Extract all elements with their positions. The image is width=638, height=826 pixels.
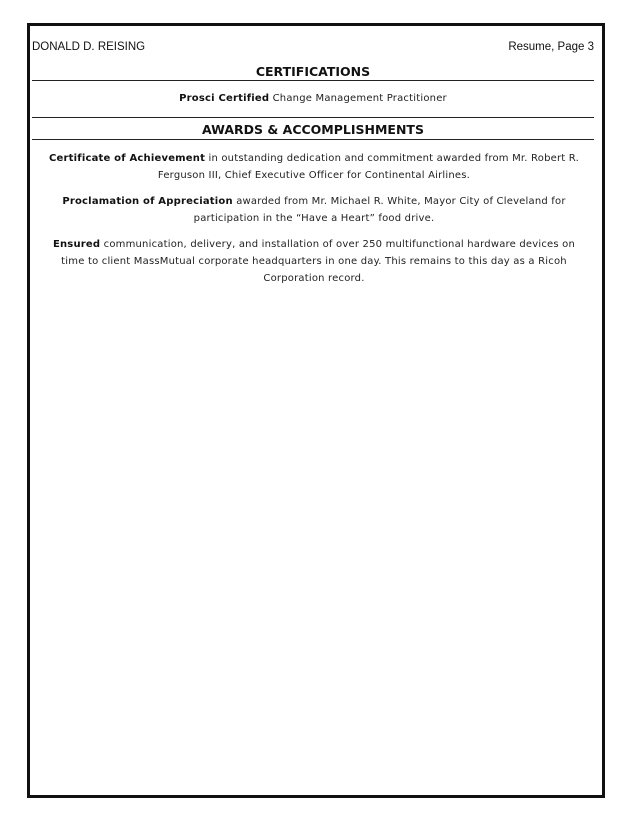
certification-name: Prosci Certified — [179, 93, 270, 104]
certification-item — [32, 93, 594, 104]
page-number: Resume, Page 3 — [508, 41, 594, 53]
award-title: Ensured — [52, 239, 101, 250]
award-title: Proclamation of Appreciation — [62, 196, 233, 207]
award-description: awarded from Mr. Michael R. White, Mayor City of Cleveland for participation in the “Have a Heart” food drive. — [193, 196, 566, 224]
award-item — [40, 236, 588, 287]
award-item — [36, 150, 592, 184]
awards-top-rule — [32, 117, 594, 118]
awards-bottom-rule — [32, 139, 594, 140]
candidate-name: DONALD D. REISING — [32, 41, 146, 53]
award-title: Certificate of Achievement — [49, 153, 206, 164]
certifications-heading: CERTIFICATIONS — [255, 64, 371, 79]
awards-heading: AWARDS & ACCOMPLISHMENTS — [202, 122, 424, 137]
certification-detail: Change Management Practitioner — [272, 93, 447, 104]
award-item — [40, 193, 588, 227]
award-description: in outstanding dedication and commitment awarded from Mr. Robert R. Ferguson III, Chief Executive Officer for Continental Airlines. — [157, 153, 579, 181]
certifications-rule — [32, 80, 594, 81]
award-description: communication, delivery, and installation of over 250 multifunctional hardware devices on time to client MassMutual corporate headquarters in one day. This remains to this day as a Ricoh Corporation record. — [61, 239, 576, 284]
